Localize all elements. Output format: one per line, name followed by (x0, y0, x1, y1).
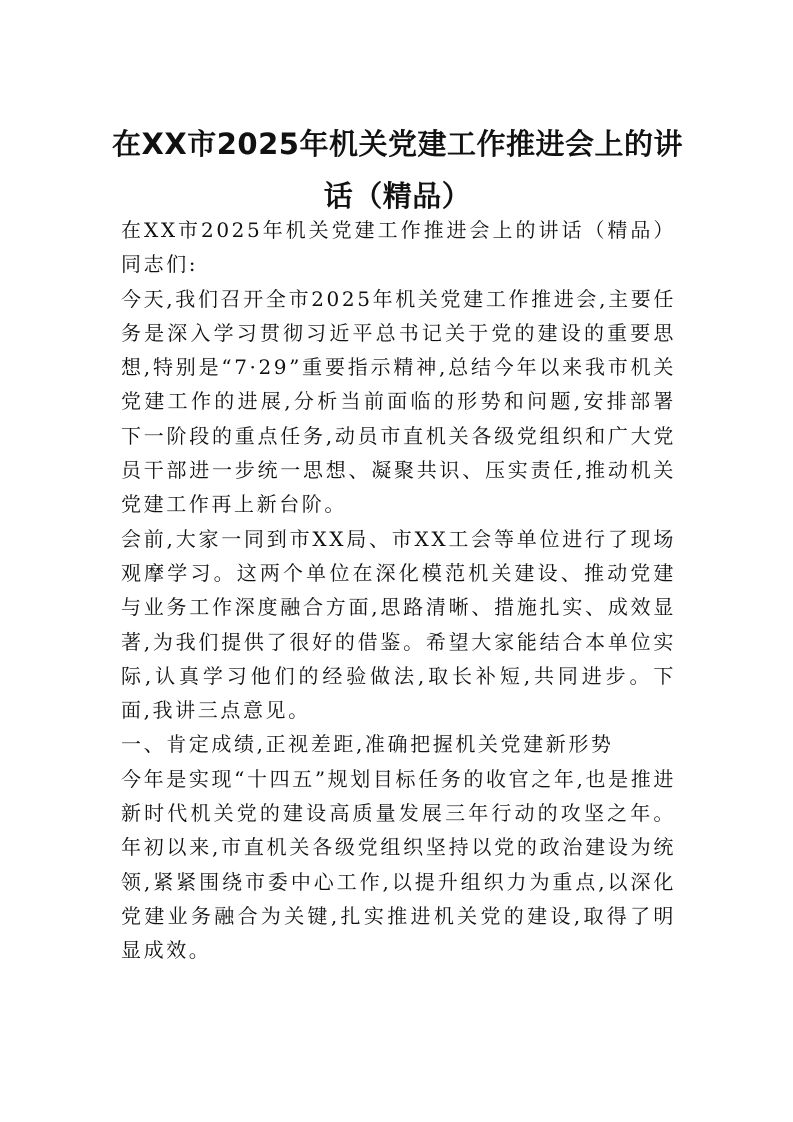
paragraph-achievements: 今年是实现“十四五”规划目标任务的收官之年,也是推进新时代机关党的建设高质量发展三年行动的攻坚之年。年初以来,市直机关各级党组织坚持以党的政治建设为统领,紧紧围绕市委中心工作,以提升组织力为重点,以深化党建业务融合为关键,扎实推进机关党的建设,取得了明显成效。 (121, 766, 676, 963)
paragraph-site-visit: 会前,大家一同到市XX局、市XX工会等单位进行了现场观摩学习。这两个单位在深化模范机关建设、推动党建与业务工作深度融合方面,思路清晰、措施扎实、成效显著,为我们提供了很好的借鉴。希望大家能结合本单位实际,认真学习他们的经验做法,取长补短,共同进步。下面,我讲三点意见。 (121, 526, 676, 723)
paragraph-greeting: 在XX市2025年机关党建工作推进会上的讲话（精品）同志们: (121, 218, 676, 277)
paragraph-meeting-purpose: 今天,我们召开全市2025年机关党建工作推进会,主要任务是深入学习贯彻习近平总书记关于党的建设的重要思想,特别是“7·29”重要指示精神,总结今年以来我市机关党建工作的进展,分析当前面临的形势和问题,安排部署下一阶段的重点任务,动员市直机关各级党组织和广大党员干部进一步统一思想、凝聚共识、压实责任,推动机关党建工作再上新台阶。 (121, 286, 676, 517)
document-title: 在XX市2025年机关党建工作推进会上的讲话（精品） (112, 127, 683, 213)
section-heading-one: 一、肯定成绩,正视差距,准确把握机关党建新形势 (121, 732, 614, 757)
document-body (121, 213, 676, 968)
